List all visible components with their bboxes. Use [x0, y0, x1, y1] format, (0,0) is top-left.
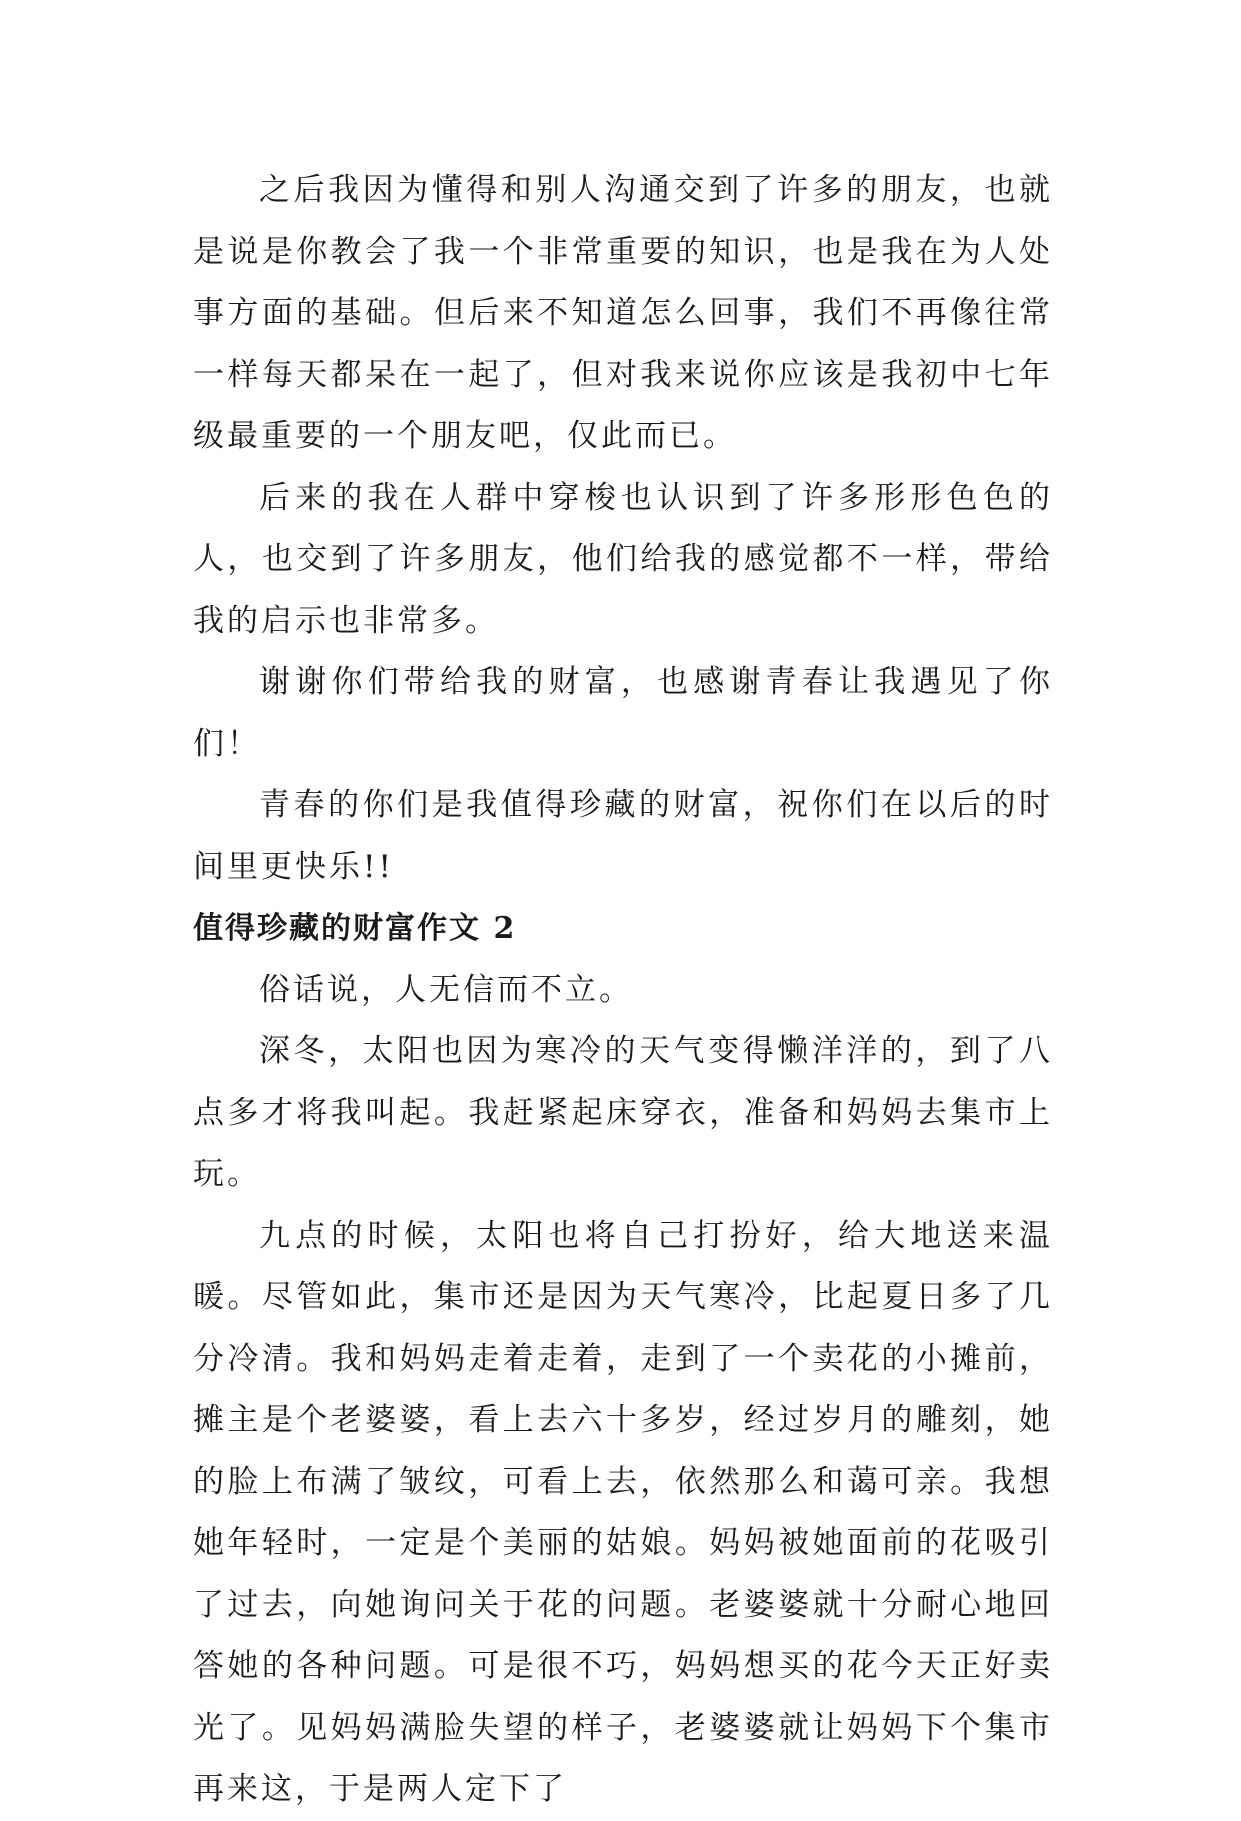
paragraph: 之后我因为懂得和别人沟通交到了许多的朋友，也就是说是你教会了我一个非常重要的知识，也是我在为人处事方面的基础。但后来不知道怎么回事，我们不再像往常一样每天都呆在一起了，但对我来说你应该是我初中七年级最重要的一个朋友吧，仅此而已。 [193, 172, 1053, 454]
paragraph: 俗话说，人无信而不立。 [259, 971, 633, 1008]
document-body [193, 160, 1053, 1821]
paragraph: 深冬，太阳也因为寒冷的天气变得懒洋洋的，到了八点多才将我叫起。我赶紧起床穿衣，准备和妈妈去集市上玩。 [193, 1033, 1053, 1192]
paragraph: 谢谢你们带给我的财富，也感谢青春让我遇见了你们！ [193, 664, 1053, 762]
paragraph: 青春的你们是我值得珍藏的财富，祝你们在以后的时间里更快乐!! [193, 787, 1053, 885]
section-heading: 值得珍藏的财富作文 2 [193, 911, 517, 946]
paragraph: 九点的时候，太阳也将自己打扮好，给大地送来温暖。尽管如此，集市还是因为天气寒冷，比起夏日多了几分冷清。我和妈妈走着走着，走到了一个卖花的小摊前，摊主是个老婆婆，看上去六十多岁，经过岁月的雕刻，她的脸上布满了皱纹，可看上去，依然那么和蔼可亲。我想她年轻时，一定是个美丽的姑娘。妈妈被她面前的花吸引了过去，向她询问关于花的问题。老婆婆就十分耐心地回答她的各种问题。可是很不巧，妈妈想买的花今天正好卖光了。见妈妈满脸失望的样子，老婆婆就让妈妈下个集市再来这，于是两人定下了 [193, 1217, 1053, 1807]
paragraph: 后来的我在人群中穿梭也认识到了许多形形色色的人，也交到了许多朋友，他们给我的感觉都不一样，带给我的启示也非常多。 [193, 479, 1053, 639]
